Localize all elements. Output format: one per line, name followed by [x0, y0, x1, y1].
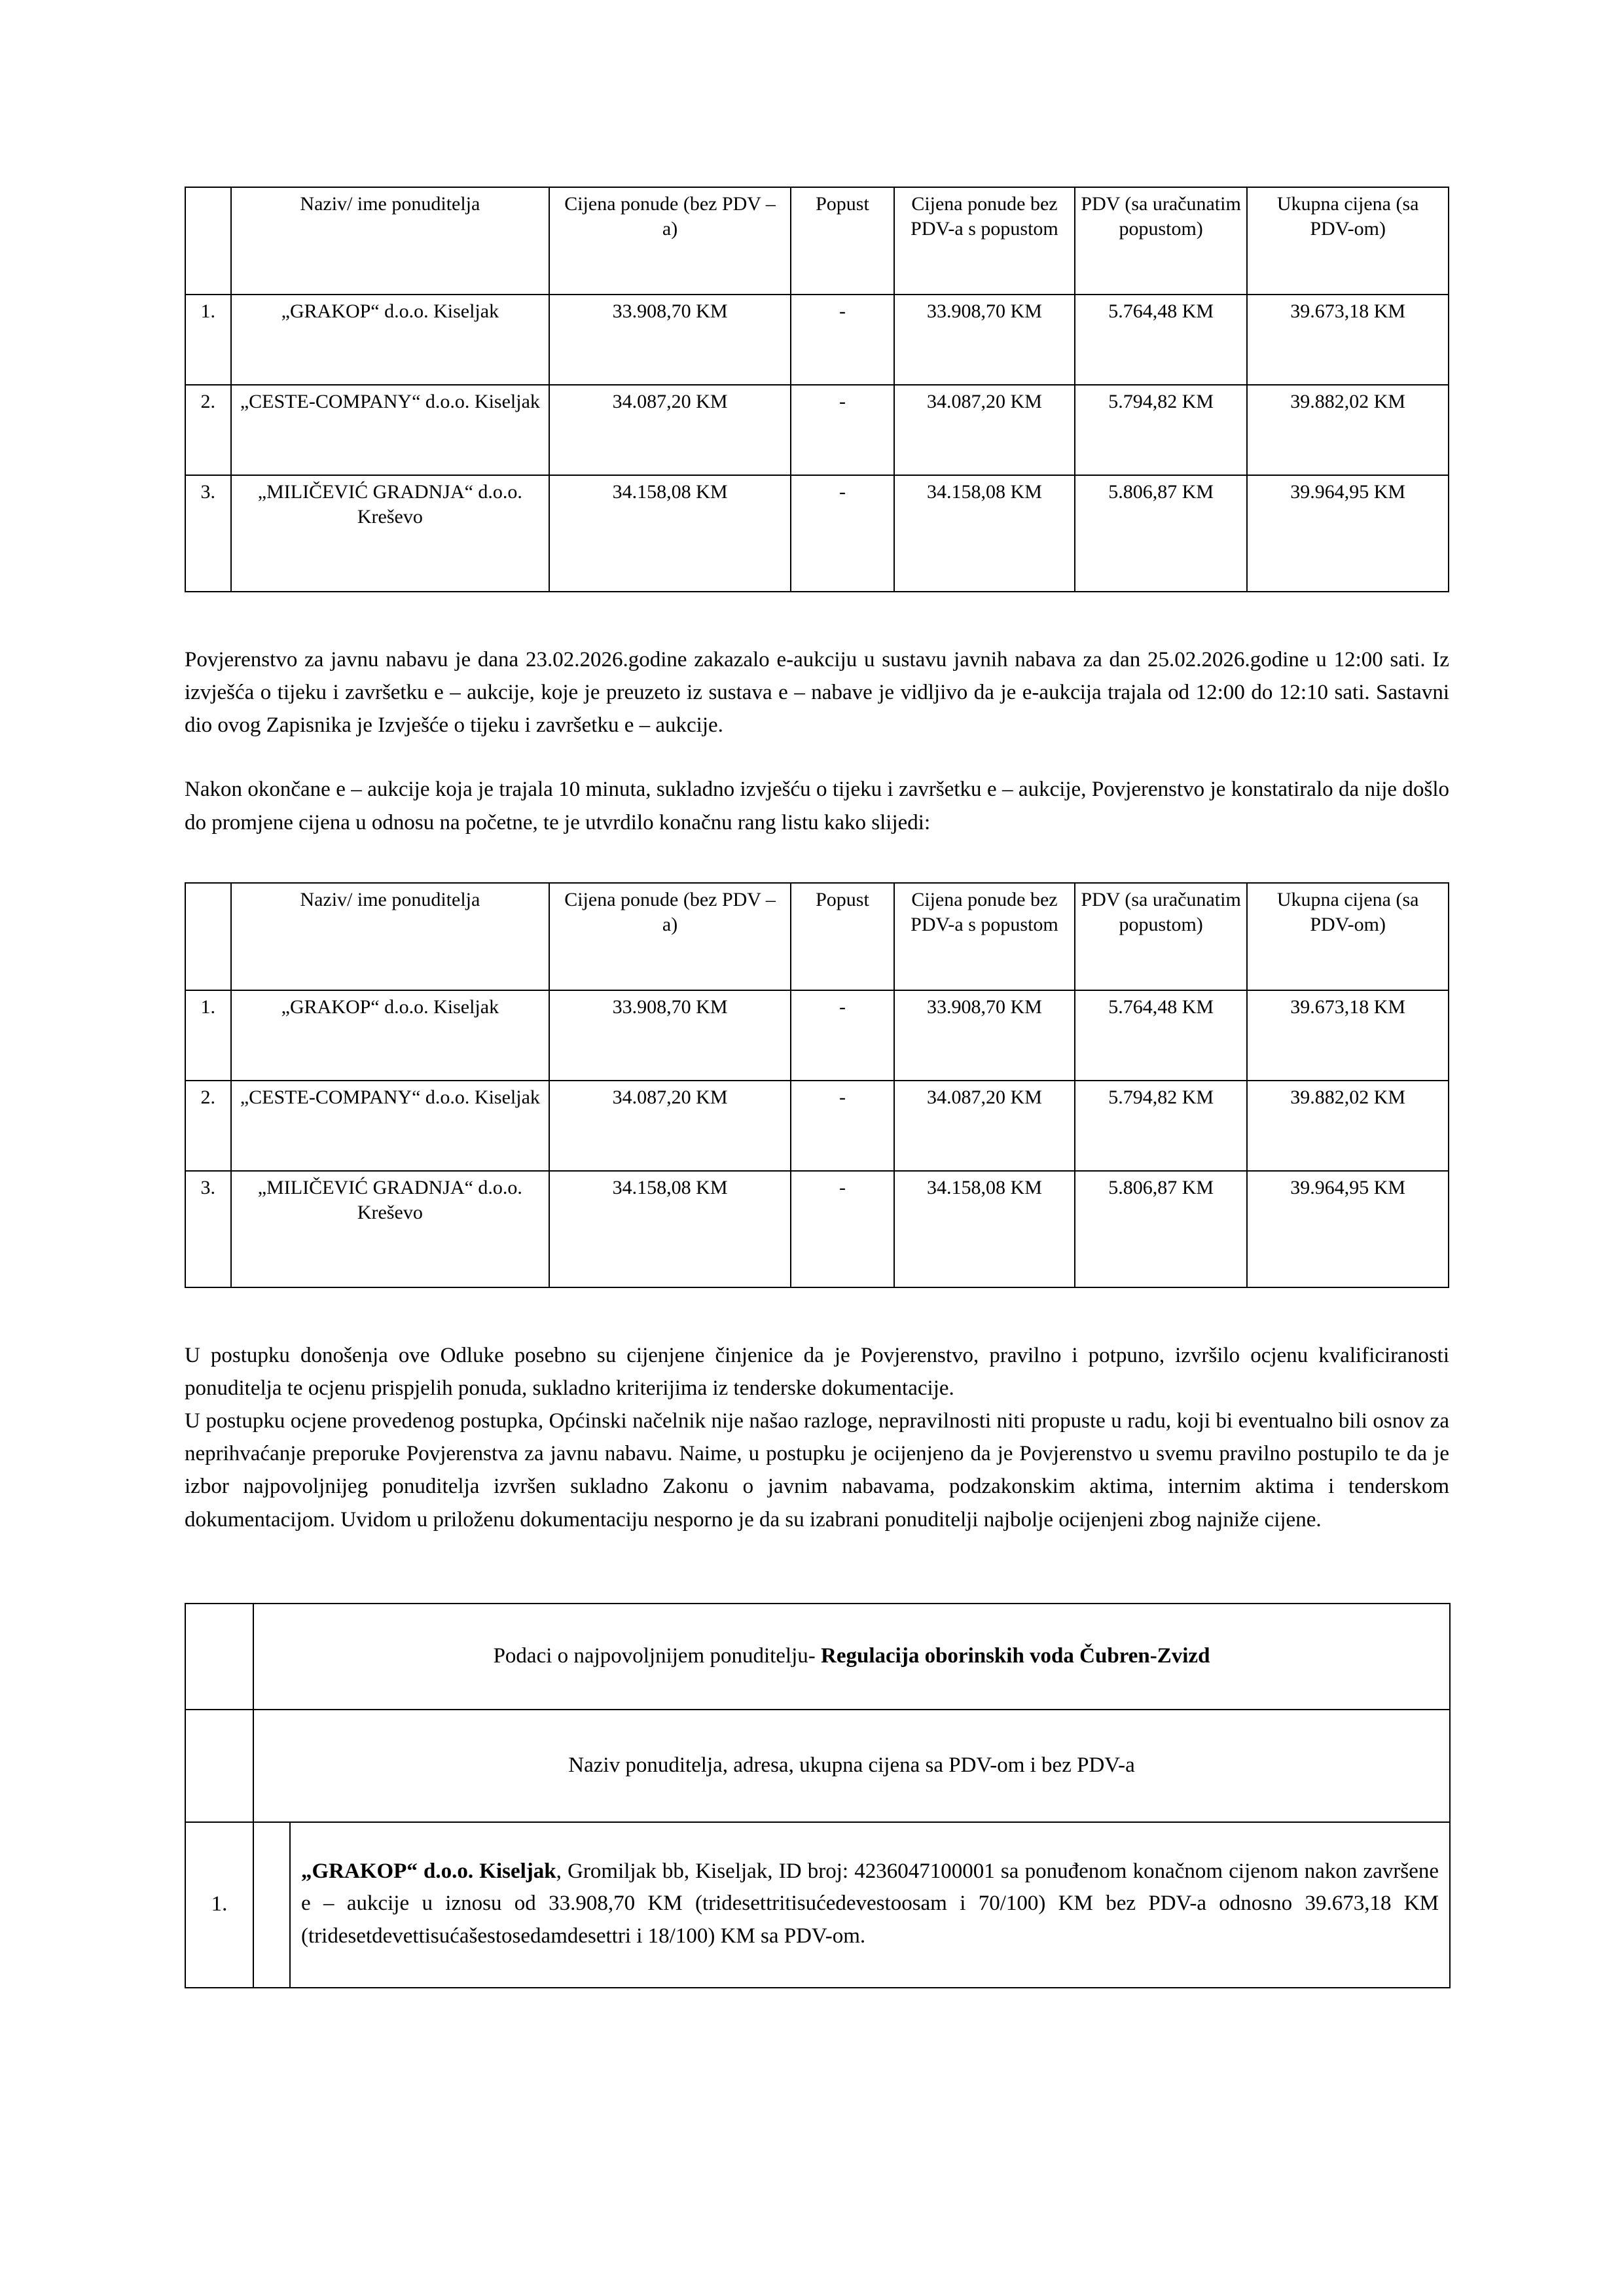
cell-price-with-discount: 34.087,20 KM [894, 1081, 1075, 1171]
cell-index: 1. [185, 295, 231, 385]
column-header-total: Ukupna cijena (sa PDV-om) [1247, 883, 1449, 990]
spacer [185, 1288, 1449, 1339]
cell-price-no-vat: 34.158,08 KM [549, 1171, 791, 1287]
cell-discount: - [791, 990, 894, 1081]
cell-price-with-discount: 34.158,08 KM [894, 1171, 1075, 1287]
winner-heading-project: Regulacija oborinskih voda Čubren-Zvizd [821, 1643, 1210, 1668]
cell-price-no-vat: 33.908,70 KM [549, 990, 791, 1081]
cell-price-no-vat: 34.158,08 KM [549, 475, 791, 592]
winner-detail-row [185, 1822, 1450, 1988]
table-row [185, 1081, 1449, 1171]
table-row [185, 1171, 1449, 1287]
cell-vat: 5.764,48 KM [1075, 990, 1247, 1081]
winner-subheading-row [185, 1710, 1450, 1822]
cell-total: 39.964,95 KM [1247, 1171, 1449, 1287]
winner-detail-text: , Gromiljak bb, Kiseljak, ID broj: 4236047100001 sa ponuđenom konačnom cijenom nakon završene e – aukcije u iznosu od 33.908,70 KM (tridesettritisućedevestoosam i 70/100) KM bez PDV-a odnosno 39.673,18 KM (tridesetdevettisućašestosedamdesettri i 18/100) KM sa PDV-om. [301, 1859, 1439, 1948]
winner-index-cell: 1. [185, 1822, 253, 1988]
cell-bidder-name: „MILIČEVIĆ GRADNJA“ d.o.o. Kreševo [231, 1171, 550, 1287]
cell-vat: 5.794,82 KM [1075, 385, 1247, 475]
spacer [185, 1536, 1449, 1599]
cell-total: 39.673,18 KM [1247, 990, 1449, 1081]
cell-bidder-name: „CESTE-COMPANY“ d.o.o. Kiseljak [231, 385, 550, 475]
column-header-name: Naziv/ ime ponuditelja [231, 883, 550, 990]
initial-bid-ranking-table [185, 187, 1449, 592]
cell-discount: - [791, 1171, 894, 1287]
winner-subheading-index-cell [185, 1710, 253, 1822]
winner-heading-prefix: Podaci o najpovoljnijem ponuditelju- [493, 1643, 821, 1668]
cell-bidder-name: „GRAKOP“ d.o.o. Kiseljak [231, 990, 550, 1081]
column-header-index [185, 883, 231, 990]
winner-detail-cell [290, 1822, 1450, 1988]
cell-price-with-discount: 33.908,70 KM [894, 295, 1075, 385]
paragraph-auction-result: Nakon okončane e – aukcije koja je trajala 10 minuta, sukladno izvješću o tijeku i završetku e – aukcije, Povjerenstvo je konstatiralo da nije došlo do promjene cijena u odnosu na početne, te je utvrdilo konačnu rang listu kako slijedi: [185, 778, 1449, 834]
column-header-price-with-discount: Cijena ponude bez PDV-a s popustom [894, 187, 1075, 295]
table-row [185, 385, 1449, 475]
table-header-row [185, 883, 1449, 990]
paragraph-mayor-review: U postupku ocjene provedenog postupka, Općinski načelnik nije našao razloge, nepravilnosti niti propuste u radu, koji bi eventualno bili osnov za neprihvaćanje preporuke Povjerenstva za javnu nabavu. Naime, u postupku je ocijenjeno da je Povjerenstvo u svemu pravilno postupilo te da je izbor najpovoljnijeg ponuditelja izvršen sukladno Zakonu o javnim nabavama, podzakonskim aktima, internim aktima i tenderskom dokumentacijom. Uvidom u priloženu dokumentaciju nesporno je da su izabrani ponuditelji najbolje ocijenjeni zbog najniže cijene. [185, 1409, 1449, 1532]
column-header-index [185, 187, 231, 295]
cell-total: 39.673,18 KM [1247, 295, 1449, 385]
cell-discount: - [791, 295, 894, 385]
column-header-price-with-discount: Cijena ponude bez PDV-a s popustom [894, 883, 1075, 990]
cell-vat: 5.794,82 KM [1075, 1081, 1247, 1171]
cell-bidder-name: „MILIČEVIĆ GRADNJA“ d.o.o. Kreševo [231, 475, 550, 592]
column-header-price-no-vat: Cijena ponude (bez PDV – a) [549, 187, 791, 295]
cell-price-no-vat: 34.087,20 KM [549, 1081, 791, 1171]
cell-bidder-name: „CESTE-COMPANY“ d.o.o. Kiseljak [231, 1081, 550, 1171]
cell-vat: 5.806,87 KM [1075, 1171, 1247, 1287]
cell-index: 1. [185, 990, 231, 1081]
spacer [185, 839, 1449, 882]
spacer [185, 592, 1449, 643]
column-header-discount: Popust [791, 883, 894, 990]
table-row [185, 475, 1449, 592]
cell-price-with-discount: 33.908,70 KM [894, 990, 1075, 1081]
paragraph-decision-basis: U postupku donošenja ove Odluke posebno su cijenjene činjenice da je Povjerenstvo, pravilno i potpuno, izvršilo ocjenu kvalificiranosti ponuditelja te ocjenu prispjelih ponuda, sukladno kriterijima iz tenderske dokumentacije. [185, 1343, 1449, 1400]
winner-heading-cell [253, 1604, 1450, 1710]
cell-index: 3. [185, 475, 231, 592]
cell-total: 39.882,02 KM [1247, 385, 1449, 475]
final-bid-ranking-table [185, 882, 1449, 1288]
cell-vat: 5.806,87 KM [1075, 475, 1247, 592]
column-header-vat: PDV (sa uračunatim popustom) [1075, 883, 1247, 990]
winner-heading-index-cell [185, 1604, 253, 1710]
cell-price-with-discount: 34.158,08 KM [894, 475, 1075, 592]
cell-discount: - [791, 1081, 894, 1171]
winner-company-name: „GRAKOP“ d.o.o. Kiseljak [301, 1859, 556, 1883]
column-header-total: Ukupna cijena (sa PDV-om) [1247, 187, 1449, 295]
column-header-price-no-vat: Cijena ponude (bez PDV – a) [549, 883, 791, 990]
cell-total: 39.882,02 KM [1247, 1081, 1449, 1171]
cell-discount: - [791, 475, 894, 592]
cell-price-no-vat: 33.908,70 KM [549, 295, 791, 385]
cell-bidder-name: „GRAKOP“ d.o.o. Kiseljak [231, 295, 550, 385]
cell-vat: 5.764,48 KM [1075, 295, 1247, 385]
cell-index: 2. [185, 1081, 231, 1171]
spacer [185, 742, 1449, 773]
table-header-row [185, 187, 1449, 295]
winner-heading-row [185, 1604, 1450, 1710]
column-header-discount: Popust [791, 187, 894, 295]
paragraph-auction-schedule: Povjerenstvo za javnu nabavu je dana 23.02.2026.godine zakazalo e-aukciju u sustavu javnih nabava za dan 25.02.2026.godine u 12:00 sati. Iz izvješća o tijeku i završetku e – aukcije, koje je preuzeto iz sustava e – nabave je vidljivo da je e-aukcija trajala od 12:00 do 12:10 sati. Sastavni dio ovog Zapisnika je Izvješće o tijeku i završetku e – aukcije. [185, 648, 1449, 738]
table-row [185, 295, 1449, 385]
cell-price-no-vat: 34.087,20 KM [549, 385, 791, 475]
cell-index: 3. [185, 1171, 231, 1287]
winner-spacer-cell [253, 1822, 290, 1988]
cell-total: 39.964,95 KM [1247, 475, 1449, 592]
column-header-name: Naziv/ ime ponuditelja [231, 187, 550, 295]
cell-index: 2. [185, 385, 231, 475]
table-row [185, 990, 1449, 1081]
column-header-vat: PDV (sa uračunatim popustom) [1075, 187, 1247, 295]
selected-bidder-table [185, 1603, 1451, 1988]
cell-discount: - [791, 385, 894, 475]
winner-subheading-cell: Naziv ponuditelja, adresa, ukupna cijena sa PDV-om i bez PDV-a [253, 1710, 1450, 1822]
cell-price-with-discount: 34.087,20 KM [894, 385, 1075, 475]
page-content [185, 187, 1449, 1988]
